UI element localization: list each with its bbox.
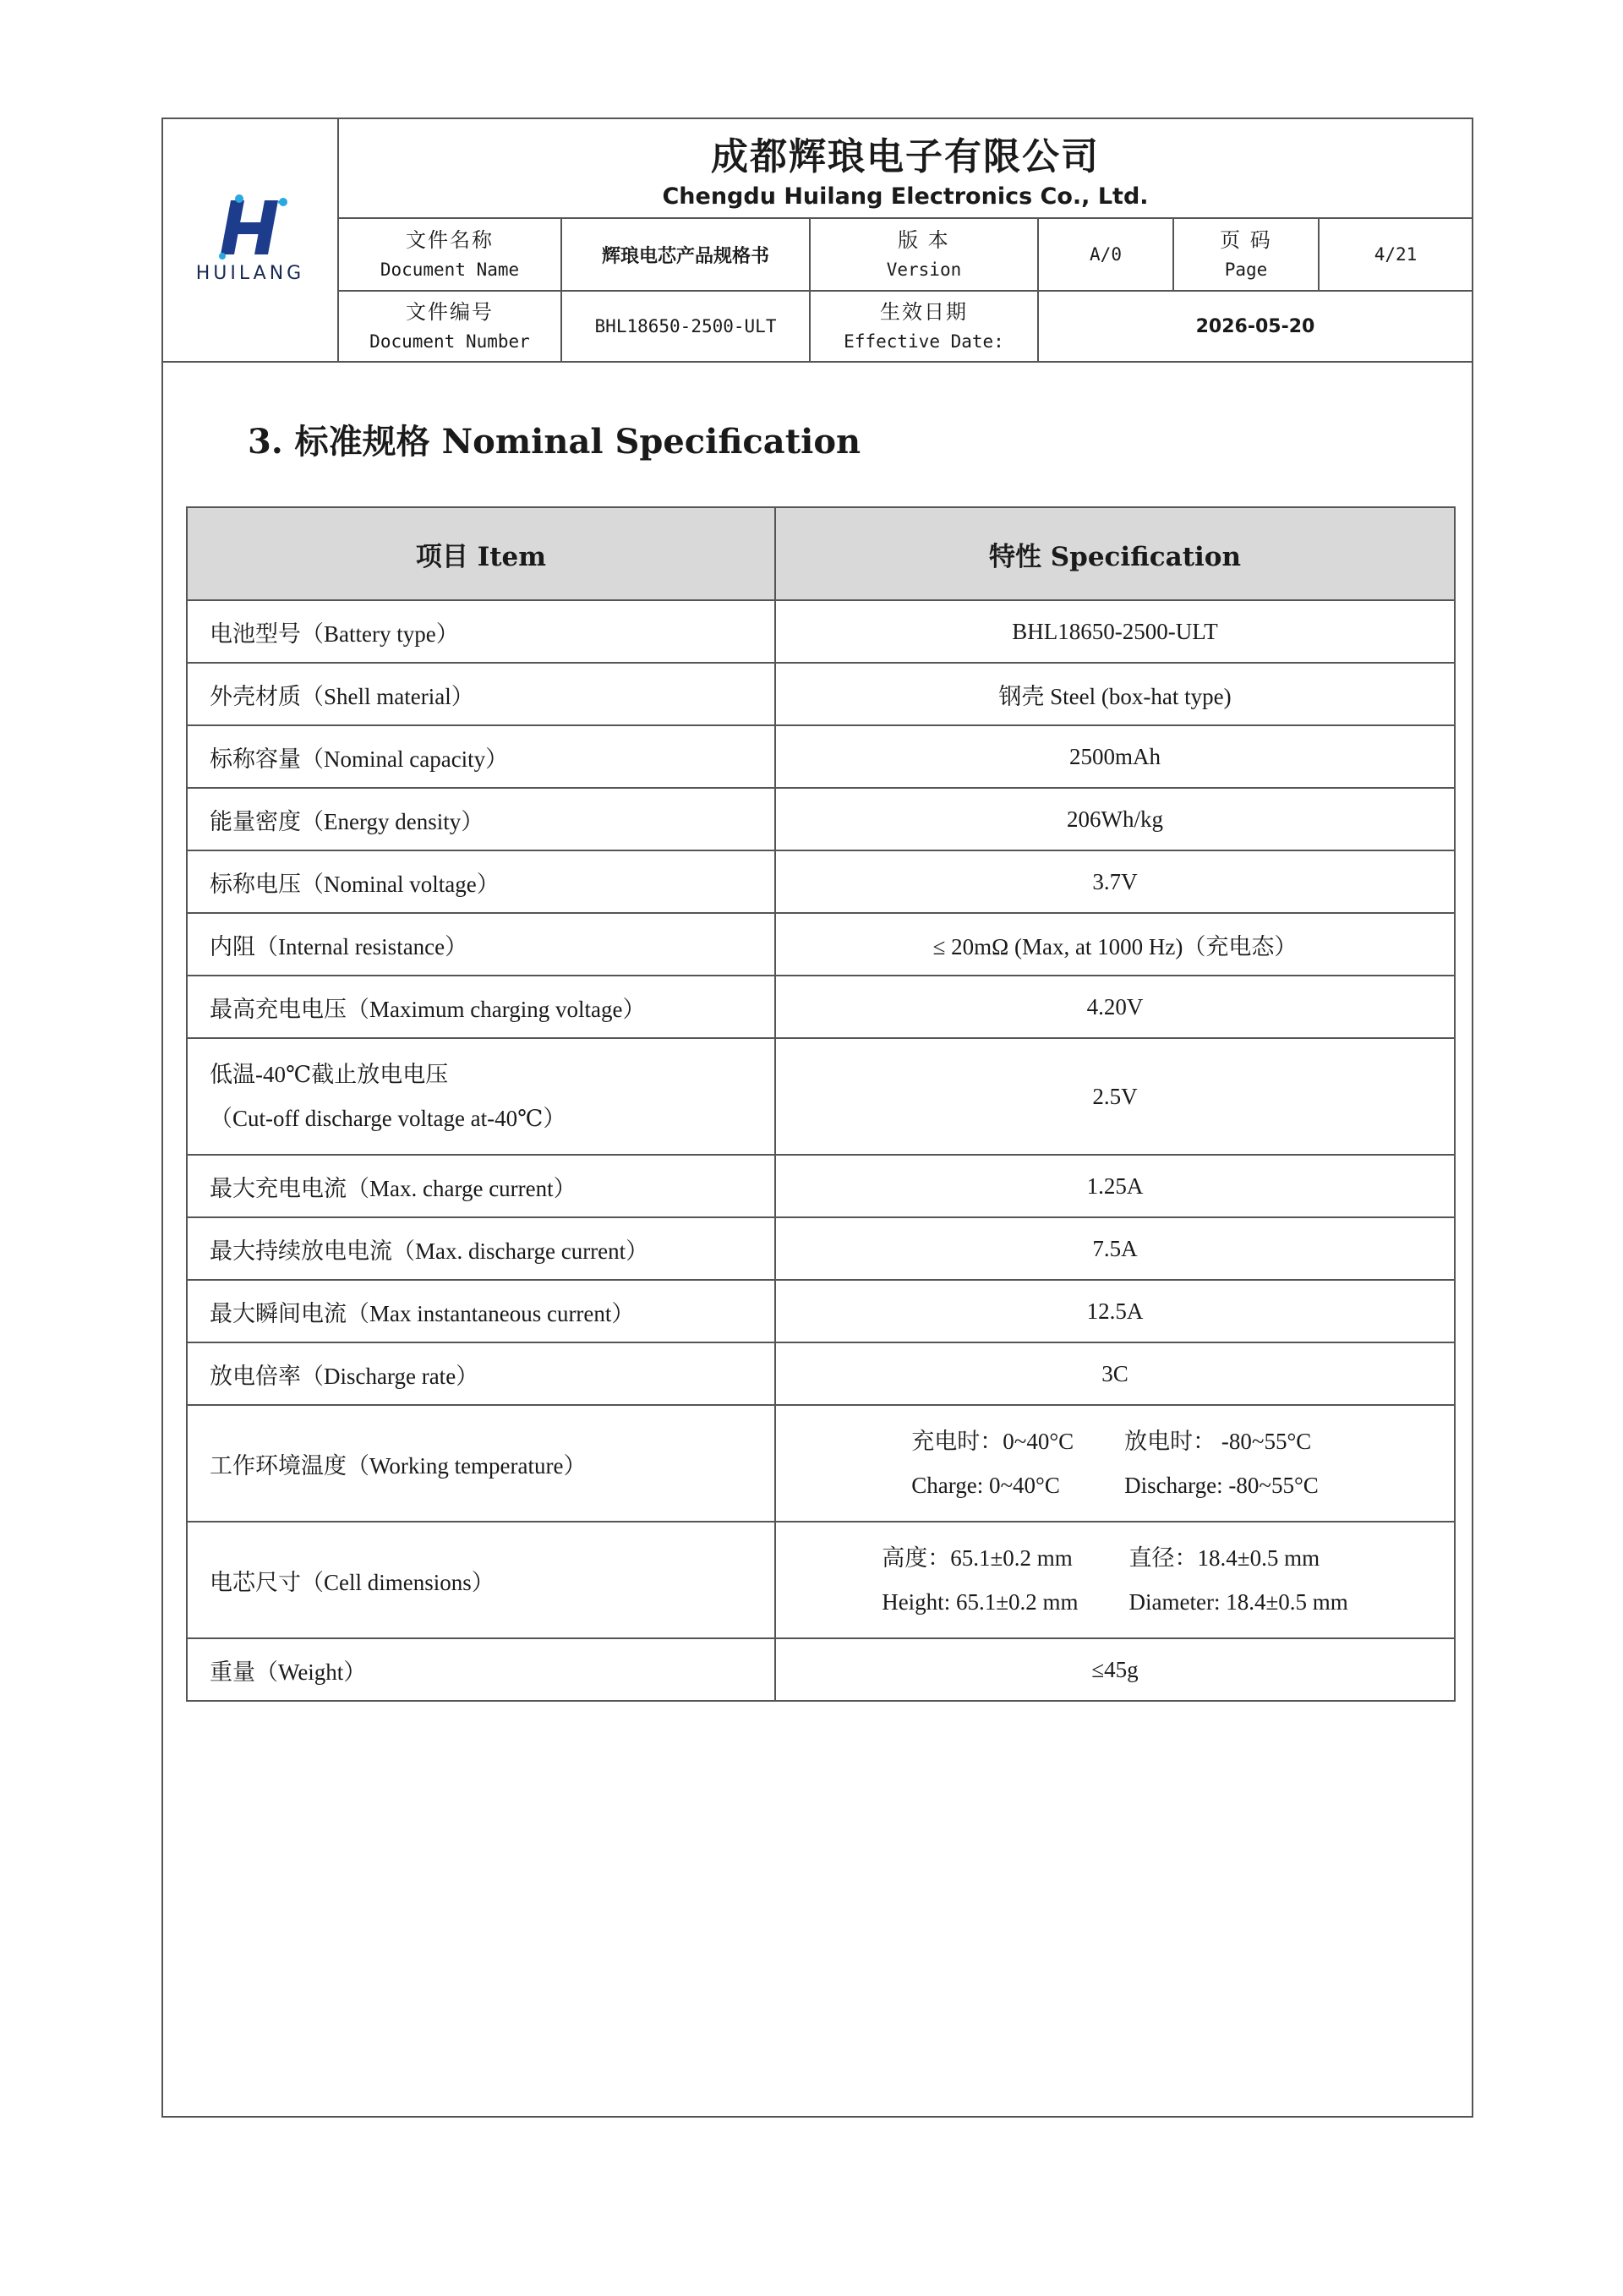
table-row [187,976,1455,1038]
row-spec: ≤45g [775,1638,1455,1701]
row-spec [775,1522,1455,1638]
row-spec: 206Wh/kg [775,788,1455,850]
row-item: 最高充电电压（Maximum charging voltage） [187,976,775,1038]
page-label-cn: 页 码 [1220,228,1272,252]
doc-name-label-en: Document Name [380,260,520,280]
table-row [187,1038,1455,1155]
row-item: 电池型号（Battery type） [187,600,775,663]
doc-number-value-cell [562,292,811,361]
page-label-en: Page [1224,260,1268,280]
row-spec: 钢壳 Steel (box-hat type) [775,663,1455,725]
cell-dimension-values [776,1536,1454,1624]
charge-temp-cn: 充电时：0~40°C [911,1429,1074,1454]
diameter-en: Diameter: 18.4±0.5 mm [1128,1589,1348,1615]
table-row [187,600,1455,663]
table-row [187,1405,1455,1522]
version-label-en: Version [886,260,962,280]
row-spec: BHL18650-2500-ULT [775,600,1455,663]
doc-number-value: BHL18650-2500-ULT [594,316,777,336]
table-row [187,1155,1455,1217]
charge-temp-en: Charge: 0~40°C [911,1473,1060,1498]
page-value-cell [1320,219,1472,292]
version-value-cell [1039,219,1174,292]
table-row [187,1638,1455,1701]
effective-date-label-cn: 生效日期 [880,300,968,324]
effective-date-value: 2026-05-20 [1195,315,1315,337]
company-name-cn: 成都辉琅电子有限公司 [711,135,1100,178]
logo-text: HUILANG [195,263,305,284]
row-spec: 2500mAh [775,725,1455,788]
table-row [187,1342,1455,1405]
header-spec: 特性 Specification [775,507,1455,600]
row-item: 能量密度（Energy density） [187,788,775,850]
row-spec: 3C [775,1342,1455,1405]
spec-table [186,506,1456,1702]
huilang-logo-icon [216,194,292,261]
row-item: 工作环境温度（Working temperature） [187,1405,775,1522]
company-name-en: Chengdu Huilang Electronics Co., Ltd. [662,183,1149,210]
row-spec: 7.5A [775,1217,1455,1280]
version-value: A/0 [1090,244,1122,265]
page-label [1174,219,1320,292]
diameter-cn: 直径：18.4±0.5 mm [1128,1545,1320,1571]
table-row [187,788,1455,850]
table-row [187,913,1455,976]
row-item-line-1: 低温-40℃截止放电电压 [210,1062,449,1087]
effective-date-label [811,292,1039,361]
row-spec: ≤ 20mΩ (Max, at 1000 Hz)（充电态） [775,913,1455,976]
doc-name-label-cn: 文件名称 [406,228,494,252]
table-row [187,1522,1455,1638]
doc-name-label [339,219,562,292]
row-spec: 3.7V [775,850,1455,913]
row-spec: 4.20V [775,976,1455,1038]
document-header [163,119,1472,363]
table-row [187,1217,1455,1280]
row-spec: 12.5A [775,1280,1455,1342]
row-item: 重量（Weight） [187,1638,775,1701]
discharge-temp-cn: 放电时： -80~55°C [1124,1429,1312,1454]
page-value: 4/21 [1374,244,1418,265]
row-spec: 1.25A [775,1155,1455,1217]
effective-date-value-cell [1039,292,1472,361]
company-name-cell [339,119,1472,219]
row-spec: 2.5V [775,1038,1455,1155]
row-item: 内阻（Internal resistance） [187,913,775,976]
page-frame [161,118,1473,2118]
section-title: 3. 标准规格 Nominal Specification [248,422,861,462]
row-item: 外壳材质（Shell material） [187,663,775,725]
doc-number-label-en: Document Number [369,331,530,352]
row-item-line-2: （Cut-off discharge voltage at-40℃） [210,1106,566,1131]
row-item: 最大持续放电电流（Max. discharge current） [187,1217,775,1280]
header-item: 项目 Item [187,507,775,600]
row-item: 最大瞬间电流（Max instantaneous current） [187,1280,775,1342]
table-row [187,850,1455,913]
row-item: 最大充电电流（Max. charge current） [187,1155,775,1217]
table-row [187,663,1455,725]
height-en: Height: 65.1±0.2 mm [882,1589,1079,1615]
doc-number-label-cn: 文件编号 [406,300,494,324]
table-header-row [187,507,1455,600]
version-label-cn: 版 本 [898,228,950,252]
row-spec [775,1405,1455,1522]
row-item [187,1038,775,1155]
height-cn: 高度：65.1±0.2 mm [882,1545,1073,1571]
working-temperature-values [776,1419,1454,1507]
effective-date-label-en: Effective Date: [844,331,1004,352]
row-item: 放电倍率（Discharge rate） [187,1342,775,1405]
table-row [187,1280,1455,1342]
doc-number-label [339,292,562,361]
doc-name-value: 辉琅电芯产品规格书 [601,245,769,267]
discharge-temp-en: Discharge: -80~55°C [1124,1473,1319,1498]
row-item: 电芯尺寸（Cell dimensions） [187,1522,775,1638]
row-item: 标称容量（Nominal capacity） [187,725,775,788]
doc-name-value-cell [562,219,811,292]
table-row [187,725,1455,788]
row-item: 标称电压（Nominal voltage） [187,850,775,913]
logo-cell [163,119,339,361]
version-label [811,219,1039,292]
